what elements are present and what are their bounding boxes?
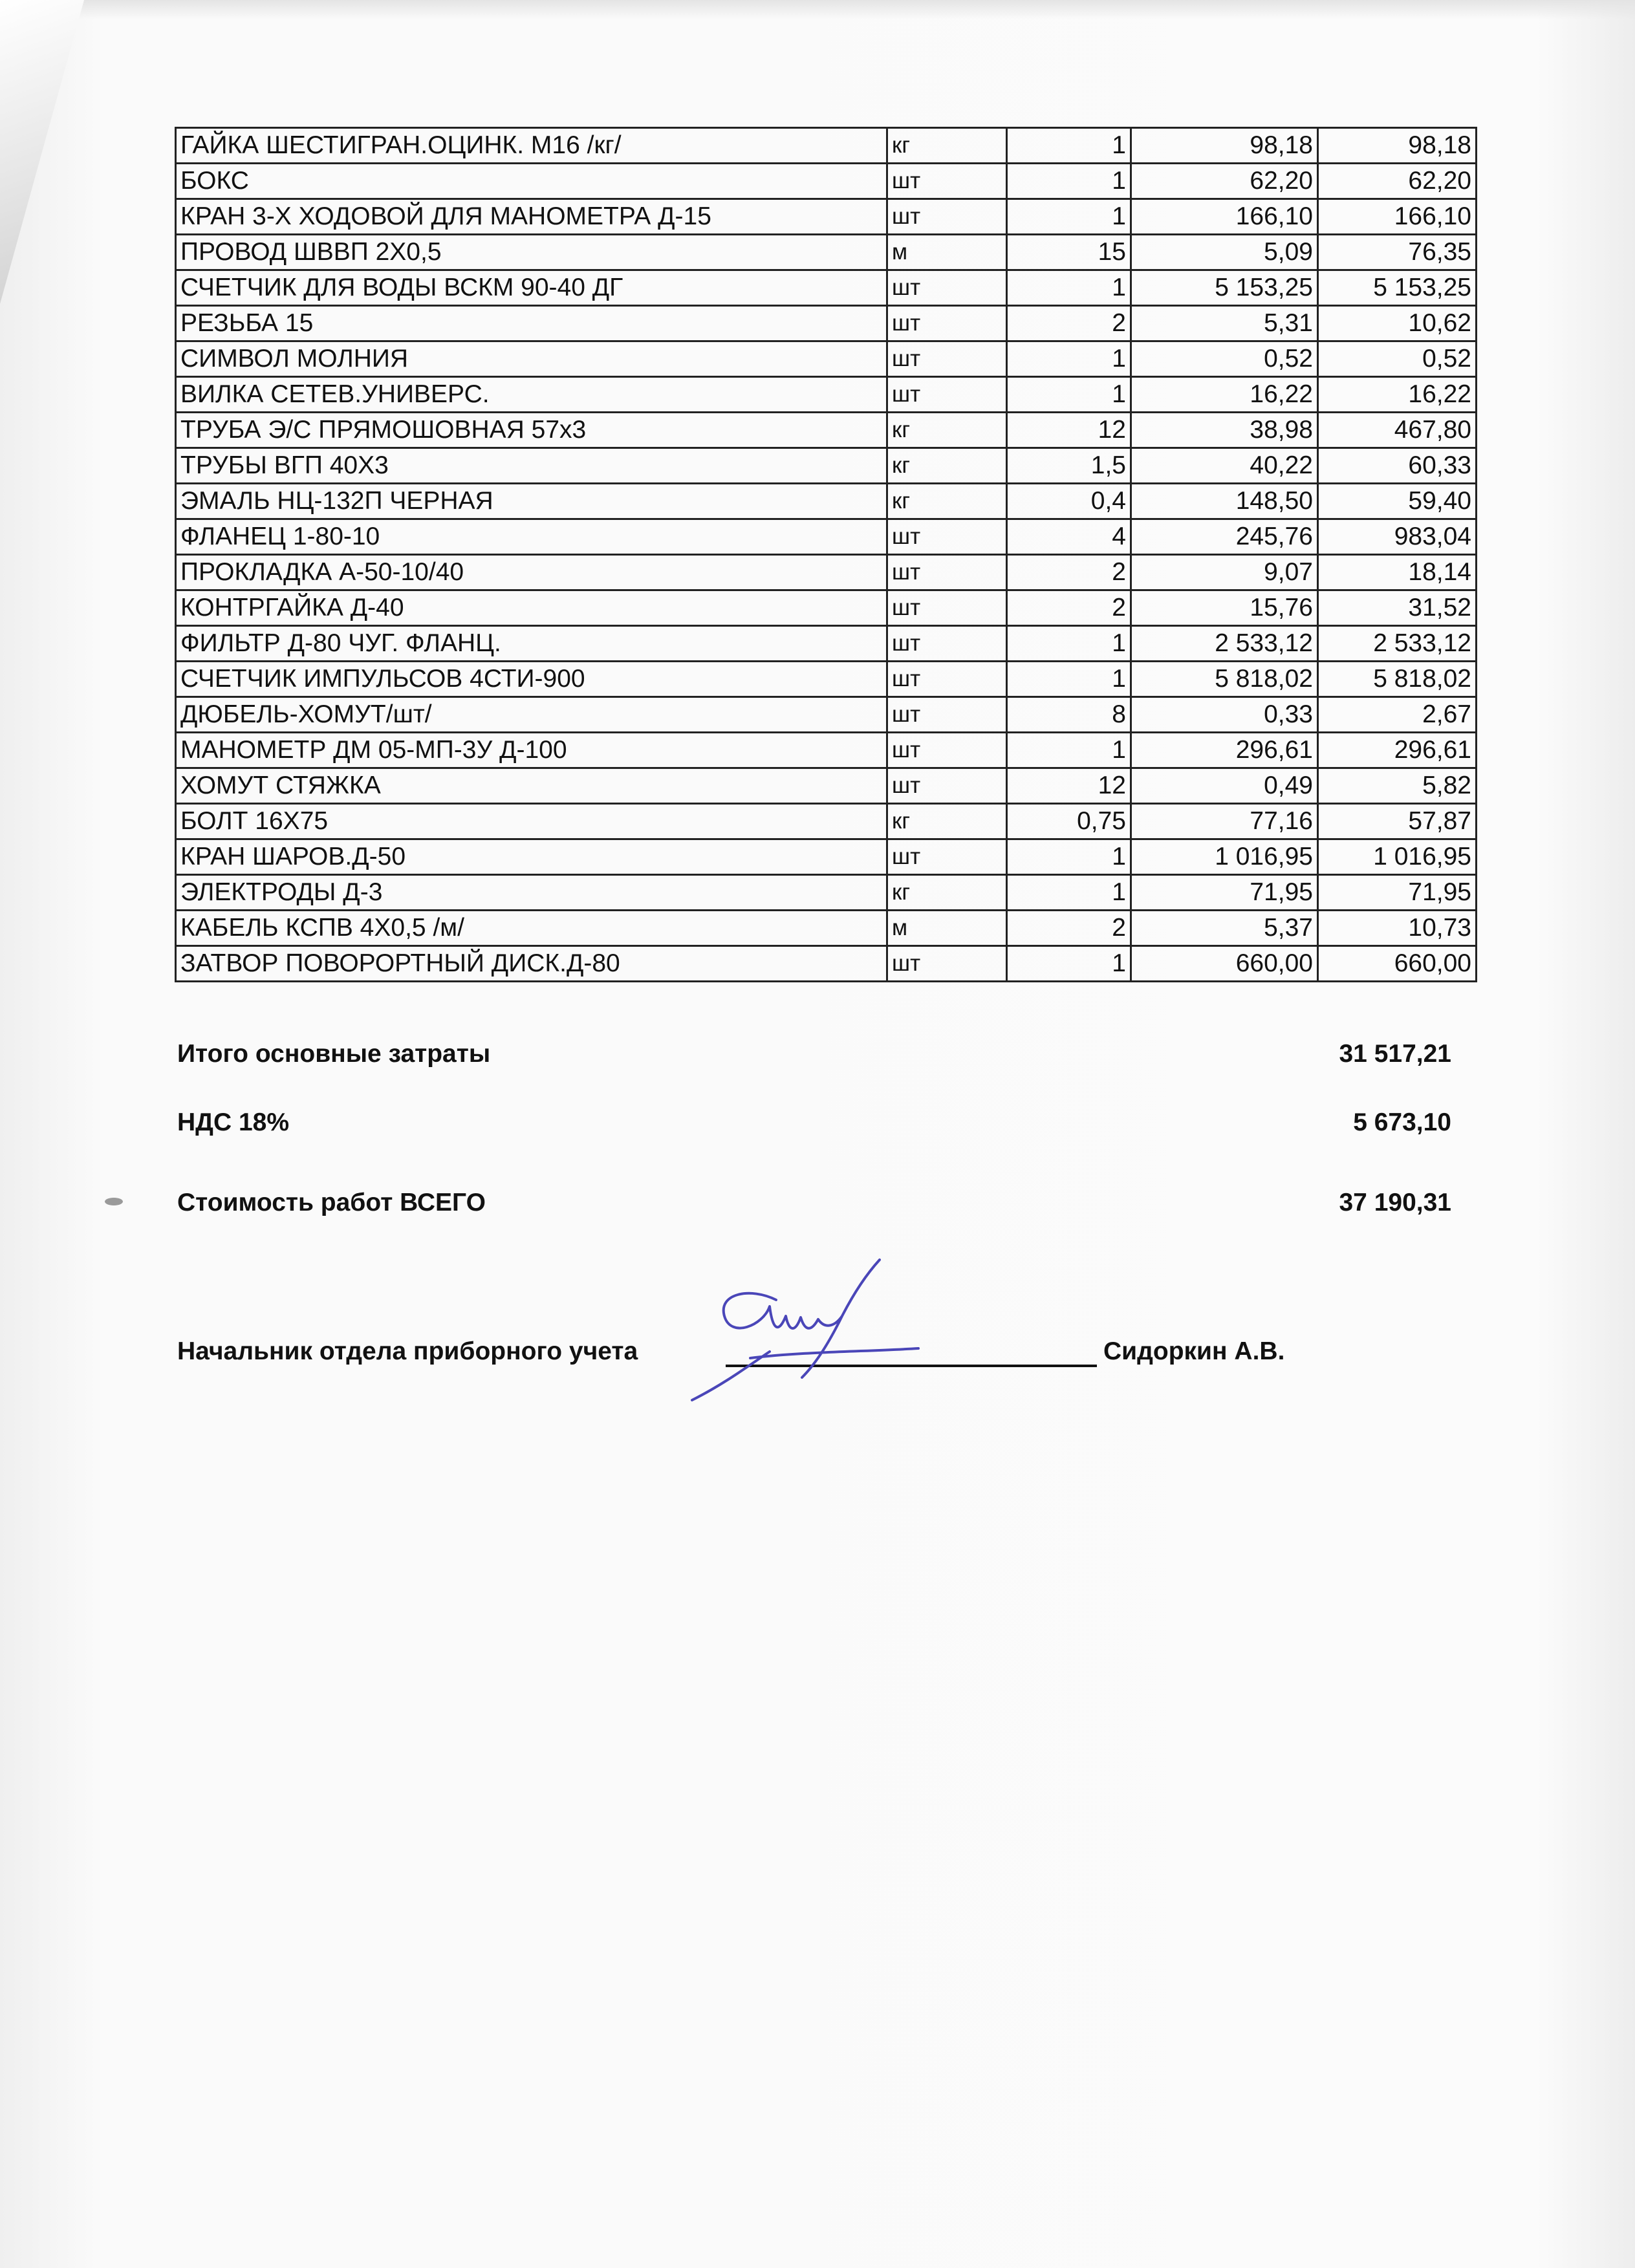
cell-unit: кг <box>887 804 1007 839</box>
cell-sum: 71,95 <box>1318 875 1477 911</box>
cell-unit: кг <box>887 875 1007 911</box>
cell-name: СИМВОЛ МОЛНИЯ <box>176 341 887 377</box>
signer-name: Сидоркин А.В. <box>1103 1337 1285 1365</box>
cell-qty: 1 <box>1007 946 1131 982</box>
cell-sum: 0,52 <box>1318 341 1477 377</box>
cell-name: МАНОМЕТР ДМ 05-МП-3У Д-100 <box>176 733 887 768</box>
scan-speck <box>105 1198 123 1205</box>
cell-price: 296,61 <box>1131 733 1318 768</box>
cell-unit: шт <box>887 626 1007 662</box>
cell-price: 62,20 <box>1131 164 1318 199</box>
cell-qty: 2 <box>1007 306 1131 341</box>
table-row <box>176 235 1477 270</box>
cell-sum: 98,18 <box>1318 128 1477 164</box>
cell-sum: 296,61 <box>1318 733 1477 768</box>
cell-unit: шт <box>887 697 1007 733</box>
cell-name: ПРОВОД ШВВП 2Х0,5 <box>176 235 887 270</box>
materials-table <box>175 127 1477 982</box>
cell-name: КРАН ШАРОВ.Д-50 <box>176 839 887 875</box>
total-base-label: Итого основные затраты <box>177 1040 491 1068</box>
table-row <box>176 662 1477 697</box>
cell-name: ТРУБА Э/С ПРЯМОШОВНАЯ 57х3 <box>176 413 887 448</box>
cell-name: ПРОКЛАДКА А-50-10/40 <box>176 555 887 590</box>
cell-price: 5,09 <box>1131 235 1318 270</box>
materials-table-body <box>176 128 1477 982</box>
cell-qty: 1 <box>1007 270 1131 306</box>
cell-qty: 1 <box>1007 164 1131 199</box>
vat-label: НДС 18% <box>177 1108 290 1136</box>
cell-unit: шт <box>887 377 1007 413</box>
table-row <box>176 839 1477 875</box>
cell-price: 245,76 <box>1131 519 1318 555</box>
signer-position: Начальник отдела приборного учета <box>177 1337 638 1365</box>
grand-total-label: Стоимость работ ВСЕГО <box>177 1189 486 1216</box>
cell-unit: шт <box>887 519 1007 555</box>
cell-sum: 467,80 <box>1318 413 1477 448</box>
cell-sum: 983,04 <box>1318 519 1477 555</box>
cell-qty: 1 <box>1007 341 1131 377</box>
cell-name: ФЛАНЕЦ 1-80-10 <box>176 519 887 555</box>
table-row <box>176 768 1477 804</box>
total-base-row <box>177 1035 1451 1074</box>
cell-name: ГАЙКА ШЕСТИГРАН.ОЦИНК. М16 /кг/ <box>176 128 887 164</box>
cell-qty: 1 <box>1007 199 1131 235</box>
grand-total-value: 37 190,31 <box>1339 1189 1451 1216</box>
vat-row <box>177 1103 1451 1142</box>
cell-unit: шт <box>887 341 1007 377</box>
cell-unit: м <box>887 911 1007 946</box>
table-row <box>176 697 1477 733</box>
table-row <box>176 341 1477 377</box>
cell-qty: 1 <box>1007 875 1131 911</box>
cell-sum: 660,00 <box>1318 946 1477 982</box>
cell-price: 0,49 <box>1131 768 1318 804</box>
cell-sum: 60,33 <box>1318 448 1477 484</box>
cell-name: ДЮБЕЛЬ-ХОМУТ/шт/ <box>176 697 887 733</box>
table-row <box>176 377 1477 413</box>
cell-price: 1 016,95 <box>1131 839 1318 875</box>
cell-sum: 5,82 <box>1318 768 1477 804</box>
cell-sum: 1 016,95 <box>1318 839 1477 875</box>
cell-sum: 57,87 <box>1318 804 1477 839</box>
cell-unit: шт <box>887 662 1007 697</box>
cell-unit: кг <box>887 128 1007 164</box>
cell-price: 38,98 <box>1131 413 1318 448</box>
cell-name: ВИЛКА СЕТЕВ.УНИВЕРС. <box>176 377 887 413</box>
table-row <box>176 270 1477 306</box>
cell-name: ФИЛЬТР Д-80 ЧУГ. ФЛАНЦ. <box>176 626 887 662</box>
cell-name: БОЛТ 16Х75 <box>176 804 887 839</box>
cell-name: ЭМАЛЬ НЦ-132П ЧЕРНАЯ <box>176 484 887 519</box>
cell-name: ЭЛЕКТРОДЫ Д-3 <box>176 875 887 911</box>
cell-unit: шт <box>887 768 1007 804</box>
table-row <box>176 911 1477 946</box>
table-row <box>176 484 1477 519</box>
cell-price: 5,31 <box>1131 306 1318 341</box>
cell-name: КАБЕЛЬ КСПВ 4Х0,5 /м/ <box>176 911 887 946</box>
cell-qty: 4 <box>1007 519 1131 555</box>
table-row <box>176 519 1477 555</box>
cell-price: 148,50 <box>1131 484 1318 519</box>
cell-sum: 166,10 <box>1318 199 1477 235</box>
cell-price: 0,33 <box>1131 697 1318 733</box>
cell-sum: 10,62 <box>1318 306 1477 341</box>
cell-unit: шт <box>887 733 1007 768</box>
cell-name: СЧЕТЧИК ДЛЯ ВОДЫ ВСКМ 90-40 ДГ <box>176 270 887 306</box>
handwritten-signature <box>673 1255 983 1410</box>
cell-qty: 1 <box>1007 733 1131 768</box>
cell-sum: 10,73 <box>1318 911 1477 946</box>
cell-qty: 8 <box>1007 697 1131 733</box>
cell-sum: 16,22 <box>1318 377 1477 413</box>
cell-price: 660,00 <box>1131 946 1318 982</box>
cell-price: 40,22 <box>1131 448 1318 484</box>
cell-name: ХОМУТ СТЯЖКА <box>176 768 887 804</box>
table-row <box>176 555 1477 590</box>
table-row <box>176 733 1477 768</box>
cell-name: СЧЕТЧИК ИМПУЛЬСОВ 4СТИ-900 <box>176 662 887 697</box>
table-row <box>176 128 1477 164</box>
cell-qty: 1 <box>1007 377 1131 413</box>
cell-sum: 5 818,02 <box>1318 662 1477 697</box>
cell-price: 166,10 <box>1131 199 1318 235</box>
cell-qty: 1 <box>1007 128 1131 164</box>
cell-price: 77,16 <box>1131 804 1318 839</box>
cell-qty: 12 <box>1007 413 1131 448</box>
cell-sum: 62,20 <box>1318 164 1477 199</box>
cell-price: 15,76 <box>1131 590 1318 626</box>
table-row <box>176 590 1477 626</box>
cell-qty: 1 <box>1007 626 1131 662</box>
cell-qty: 0,75 <box>1007 804 1131 839</box>
cell-price: 9,07 <box>1131 555 1318 590</box>
cell-price: 5 818,02 <box>1131 662 1318 697</box>
cell-unit: шт <box>887 164 1007 199</box>
table-row <box>176 875 1477 911</box>
cell-unit: шт <box>887 555 1007 590</box>
table-row <box>176 804 1477 839</box>
cell-name: ЗАТВОР ПОВОРОРТНЫЙ ДИСК.Д-80 <box>176 946 887 982</box>
cell-price: 5,37 <box>1131 911 1318 946</box>
cell-unit: м <box>887 235 1007 270</box>
cell-price: 2 533,12 <box>1131 626 1318 662</box>
cell-price: 98,18 <box>1131 128 1318 164</box>
cell-sum: 5 153,25 <box>1318 270 1477 306</box>
cell-price: 71,95 <box>1131 875 1318 911</box>
cell-sum: 2 533,12 <box>1318 626 1477 662</box>
cell-qty: 2 <box>1007 555 1131 590</box>
cell-price: 16,22 <box>1131 377 1318 413</box>
cell-qty: 15 <box>1007 235 1131 270</box>
table-row <box>176 164 1477 199</box>
cell-qty: 2 <box>1007 911 1131 946</box>
scan-top-shadow <box>0 0 1635 19</box>
table-row <box>176 306 1477 341</box>
cell-name: КРАН 3-Х ХОДОВОЙ ДЛЯ МАНОМЕТРА Д-15 <box>176 199 887 235</box>
cell-price: 5 153,25 <box>1131 270 1318 306</box>
cell-sum: 31,52 <box>1318 590 1477 626</box>
cell-sum: 18,14 <box>1318 555 1477 590</box>
cell-unit: шт <box>887 946 1007 982</box>
total-base-value: 31 517,21 <box>1339 1040 1451 1068</box>
cell-qty: 2 <box>1007 590 1131 626</box>
cell-unit: шт <box>887 590 1007 626</box>
cell-sum: 76,35 <box>1318 235 1477 270</box>
table-row <box>176 448 1477 484</box>
cell-name: ТРУБЫ ВГП 40Х3 <box>176 448 887 484</box>
cell-sum: 59,40 <box>1318 484 1477 519</box>
cell-unit: кг <box>887 484 1007 519</box>
cell-qty: 1,5 <box>1007 448 1131 484</box>
cell-qty: 12 <box>1007 768 1131 804</box>
cell-unit: шт <box>887 270 1007 306</box>
cell-unit: кг <box>887 413 1007 448</box>
cell-name: РЕЗЬБА 15 <box>176 306 887 341</box>
grand-total-row <box>177 1183 1451 1222</box>
vat-value: 5 673,10 <box>1353 1108 1451 1136</box>
cell-unit: шт <box>887 306 1007 341</box>
cell-name: КОНТРГАЙКА Д-40 <box>176 590 887 626</box>
table-row <box>176 946 1477 982</box>
cell-qty: 1 <box>1007 662 1131 697</box>
cell-sum: 2,67 <box>1318 697 1477 733</box>
table-row <box>176 413 1477 448</box>
cell-qty: 1 <box>1007 839 1131 875</box>
cell-unit: кг <box>887 448 1007 484</box>
cell-name: БОКС <box>176 164 887 199</box>
cell-qty: 0,4 <box>1007 484 1131 519</box>
table-row <box>176 626 1477 662</box>
cell-unit: шт <box>887 199 1007 235</box>
cell-price: 0,52 <box>1131 341 1318 377</box>
cell-unit: шт <box>887 839 1007 875</box>
table-row <box>176 199 1477 235</box>
